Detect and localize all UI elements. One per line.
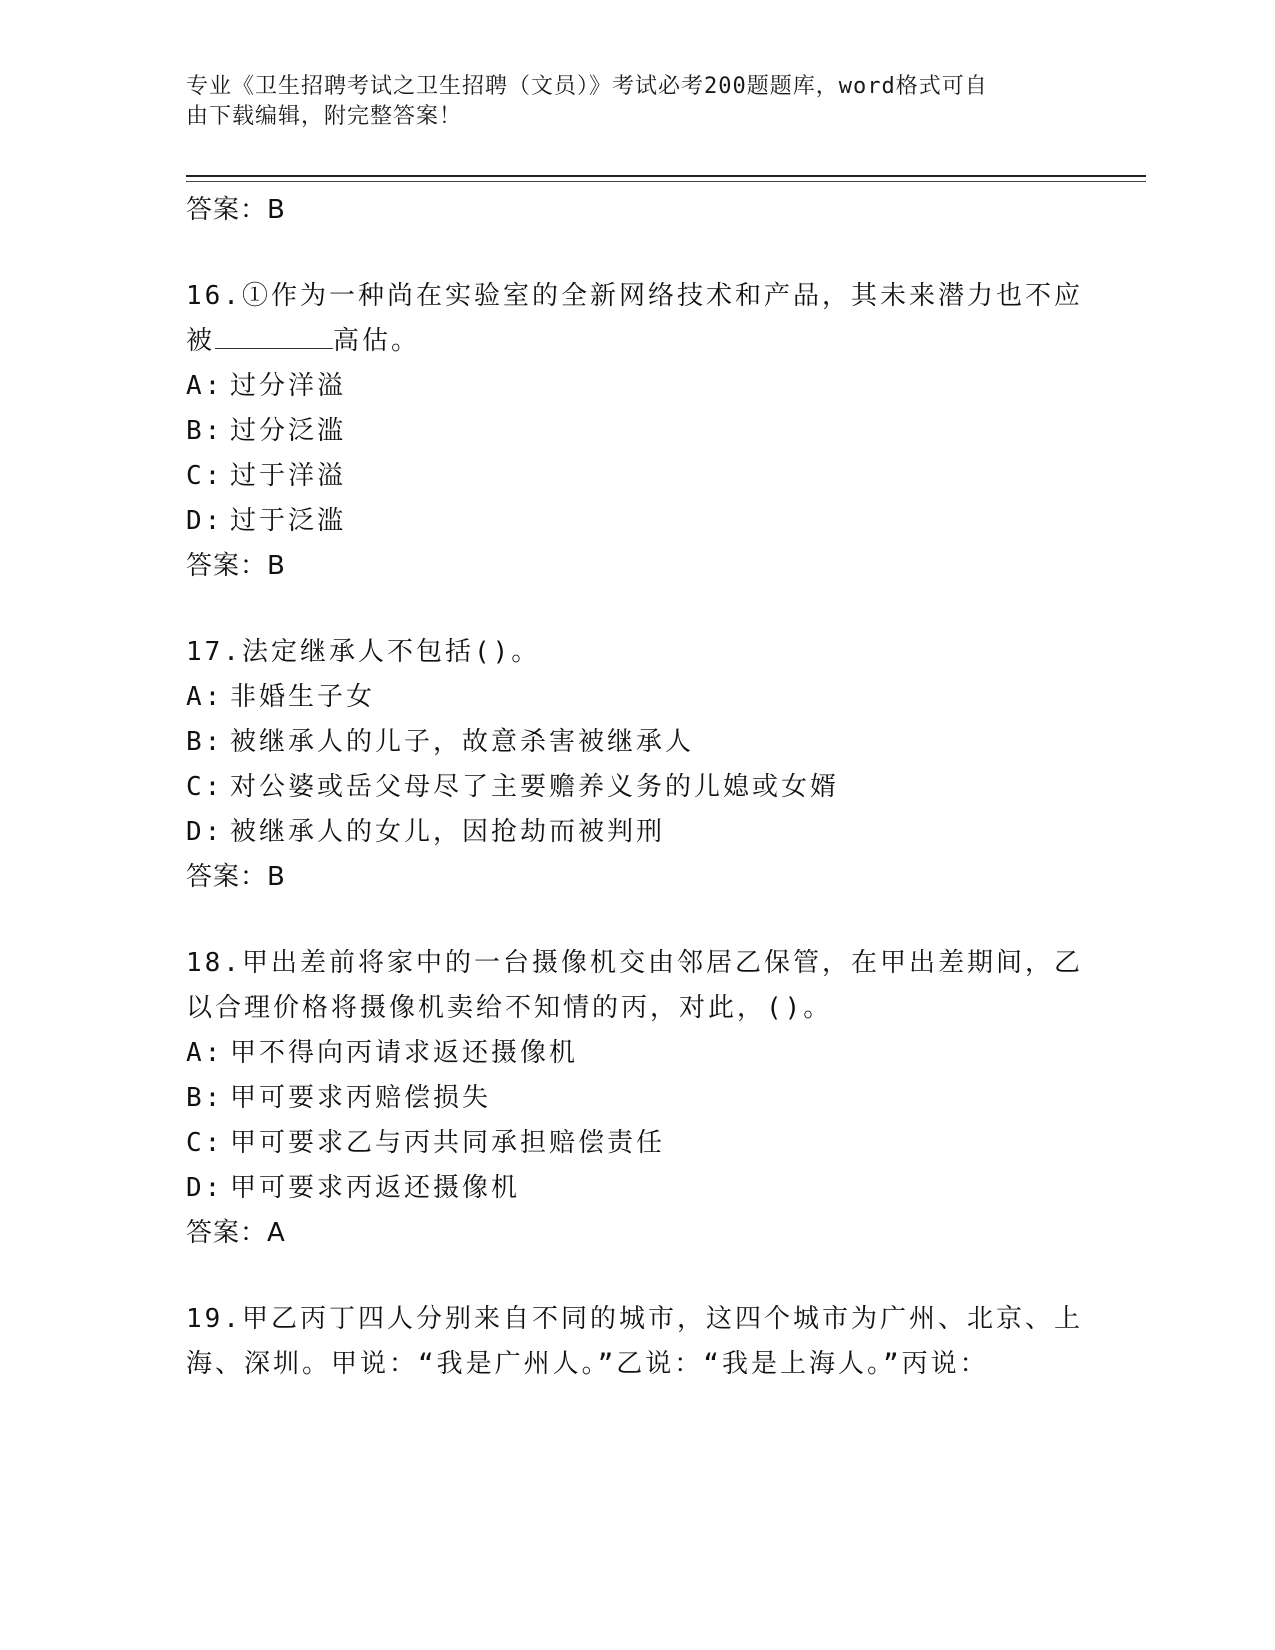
option-key: C: [186,772,224,802]
answer-label: 答案： [186,862,268,892]
option-d [186,1166,1086,1211]
answer-value: B [267,862,286,892]
question-text [186,1297,1086,1387]
question-17 [186,630,1086,899]
answer-value: B [267,551,286,581]
header-line-1: 专业《卫生招聘考试之卫生招聘（文员）》考试必考200题题库，word格式可自 [186,74,988,99]
page-header [186,72,1066,132]
option-text: 被继承人的儿子，故意杀害被继承人 [230,727,695,757]
option-key: C: [186,461,224,491]
question-number: 16. [186,281,242,311]
page-content [186,188,1086,1387]
answer-line [186,188,1086,232]
option-text: 甲可要求丙返还摄像机 [230,1173,521,1203]
option-c [186,765,1086,810]
question-number: 19. [186,1304,242,1334]
option-key: A: [186,371,224,401]
option-b [186,409,1086,454]
option-d [186,499,1086,544]
option-c [186,454,1086,499]
option-key: D: [186,1173,224,1203]
option-text: 甲可要求乙与丙共同承担赔偿责任 [230,1128,666,1158]
header-line-2: 由下载编辑，附完整答案！ [186,104,463,129]
header-rule-thick [186,175,1146,177]
question-16 [186,274,1086,588]
question-number: 18. [186,948,242,978]
answer-value: A [267,1218,286,1248]
question-stem: ①作为一种尚在实验室的全新网络技术和产品，其未来潜力也不应被 [186,281,1083,356]
option-c [186,1121,1086,1166]
option-text: 甲不得向丙请求返还摄像机 [230,1038,579,1068]
option-text: 过于泛滥 [230,506,347,536]
question-text [186,941,1086,1031]
answer-label: 答案： [186,551,268,581]
option-text: 过分泛滥 [230,416,347,446]
question-number: 17. [186,637,242,667]
option-key: B: [186,727,224,757]
answer-value: B [267,195,286,225]
question-19 [186,1297,1086,1387]
question-stem: 甲出差前将家中的一台摄像机交由邻居乙保管，在甲出差期间，乙以合理价格将摄像机卖给不知情的丙，对此，()。 [186,948,1083,1023]
question-text [186,274,1086,364]
question-stem: 法定继承人不包括()。 [241,637,541,667]
question-text [186,630,1086,675]
option-key: C: [186,1128,224,1158]
answer-label: 答案： [186,1218,268,1248]
option-b [186,1076,1086,1121]
option-text: 过于洋溢 [230,461,347,491]
option-key: B: [186,416,224,446]
option-b [186,720,1086,765]
question-stem-end: 高估。 [333,326,421,356]
option-a [186,675,1086,720]
question-18 [186,941,1086,1255]
answer-line [186,855,1086,899]
option-a [186,364,1086,409]
option-text: 过分洋溢 [230,371,347,401]
option-key: B: [186,1083,224,1113]
answer-line [186,544,1086,588]
option-key: D: [186,817,224,847]
option-key: A: [186,1038,224,1068]
option-key: A: [186,682,224,712]
option-text: 非婚生子女 [230,682,376,712]
answer-line [186,1211,1086,1255]
option-text: 对公婆或岳父母尽了主要赡养义务的儿媳或女婿 [230,772,840,802]
option-d [186,810,1086,855]
option-a [186,1031,1086,1076]
option-text: 甲可要求丙赔偿损失 [230,1083,492,1113]
option-text: 被继承人的女儿，因抢劫而被判刑 [230,817,666,847]
answer-label: 答案： [186,195,268,225]
fill-in-blank [215,322,333,349]
option-key: D: [186,506,224,536]
question-stem: 甲乙丙丁四人分别来自不同的城市，这四个城市为广州、北京、上海、深圳。甲说：“我是广州人。”乙说：“我是上海人。”丙说： [186,1304,1083,1379]
header-rule-thin [186,181,1146,182]
